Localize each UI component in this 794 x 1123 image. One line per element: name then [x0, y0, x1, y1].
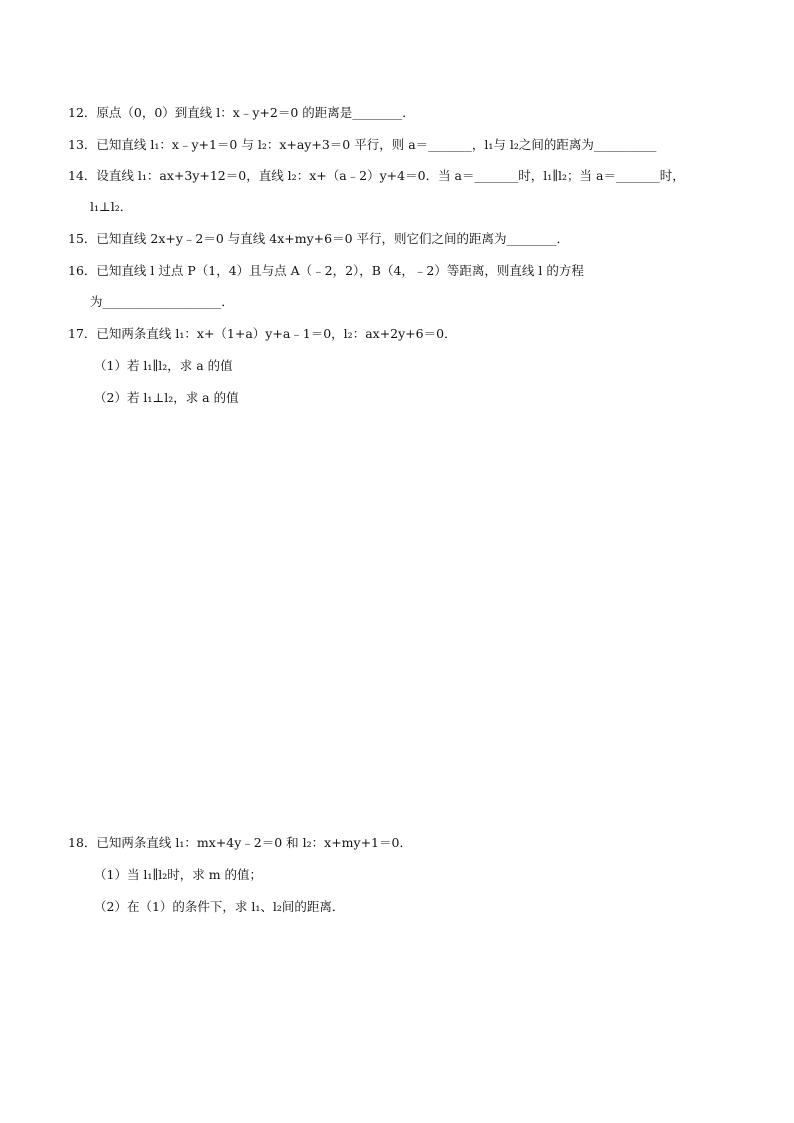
question-13-text: 13．已知直线 l₁：x﹣y+1＝0 与 l₂：x+ay+3＝0 平行，则 a＝_______，l₁与 l₂之间的距离为__________ — [68, 137, 657, 152]
question-18-part2: （2）在（1）的条件下，求 l₁、l₂间的距离． — [94, 899, 345, 914]
question-16-text-line2: 为___________________． — [90, 294, 234, 309]
question-15-text: 15．已知直线 2x+y﹣2＝0 与直线 4x+my+6＝0 平行，则它们之间的距离为________． — [68, 231, 570, 246]
question-14-text-line2: l₁⊥l₂． — [90, 199, 133, 214]
question-18-part1: （1）当 l₁∥l₂时，求 m 的值； — [94, 867, 263, 882]
question-18-text: 18．已知两条直线 l₁：mx+4y﹣2＝0 和 l₂：x+my+1＝0． — [68, 835, 412, 850]
question-17-part2: （2）若 l₁⊥l₂，求 a 的值 — [94, 390, 239, 405]
question-14-text-line1: 14．设直线 l₁：ax+3y+12＝0，直线 l₂：x+（a﹣2）y+4＝0．当 a＝_______时，l₁∥l₂；当 a＝_______时， — [68, 168, 685, 183]
question-17-text: 17．已知两条直线 l₁：x+（1+a）y+a﹣1＝0，l₂：ax+2y+6＝0． — [68, 326, 457, 341]
question-16-text-line1: 16．已知直线 l 过点 P（1，4）且与点 A（﹣2，2），B（4，﹣2）等距离，则直线 l 的方程 — [68, 263, 584, 278]
question-17-part1: （1）若 l₁∥l₂，求 a 的值 — [94, 358, 233, 373]
question-12-text: 12．原点（0，0）到直线 l：x﹣y+2＝0 的距离是________． — [68, 105, 415, 120]
